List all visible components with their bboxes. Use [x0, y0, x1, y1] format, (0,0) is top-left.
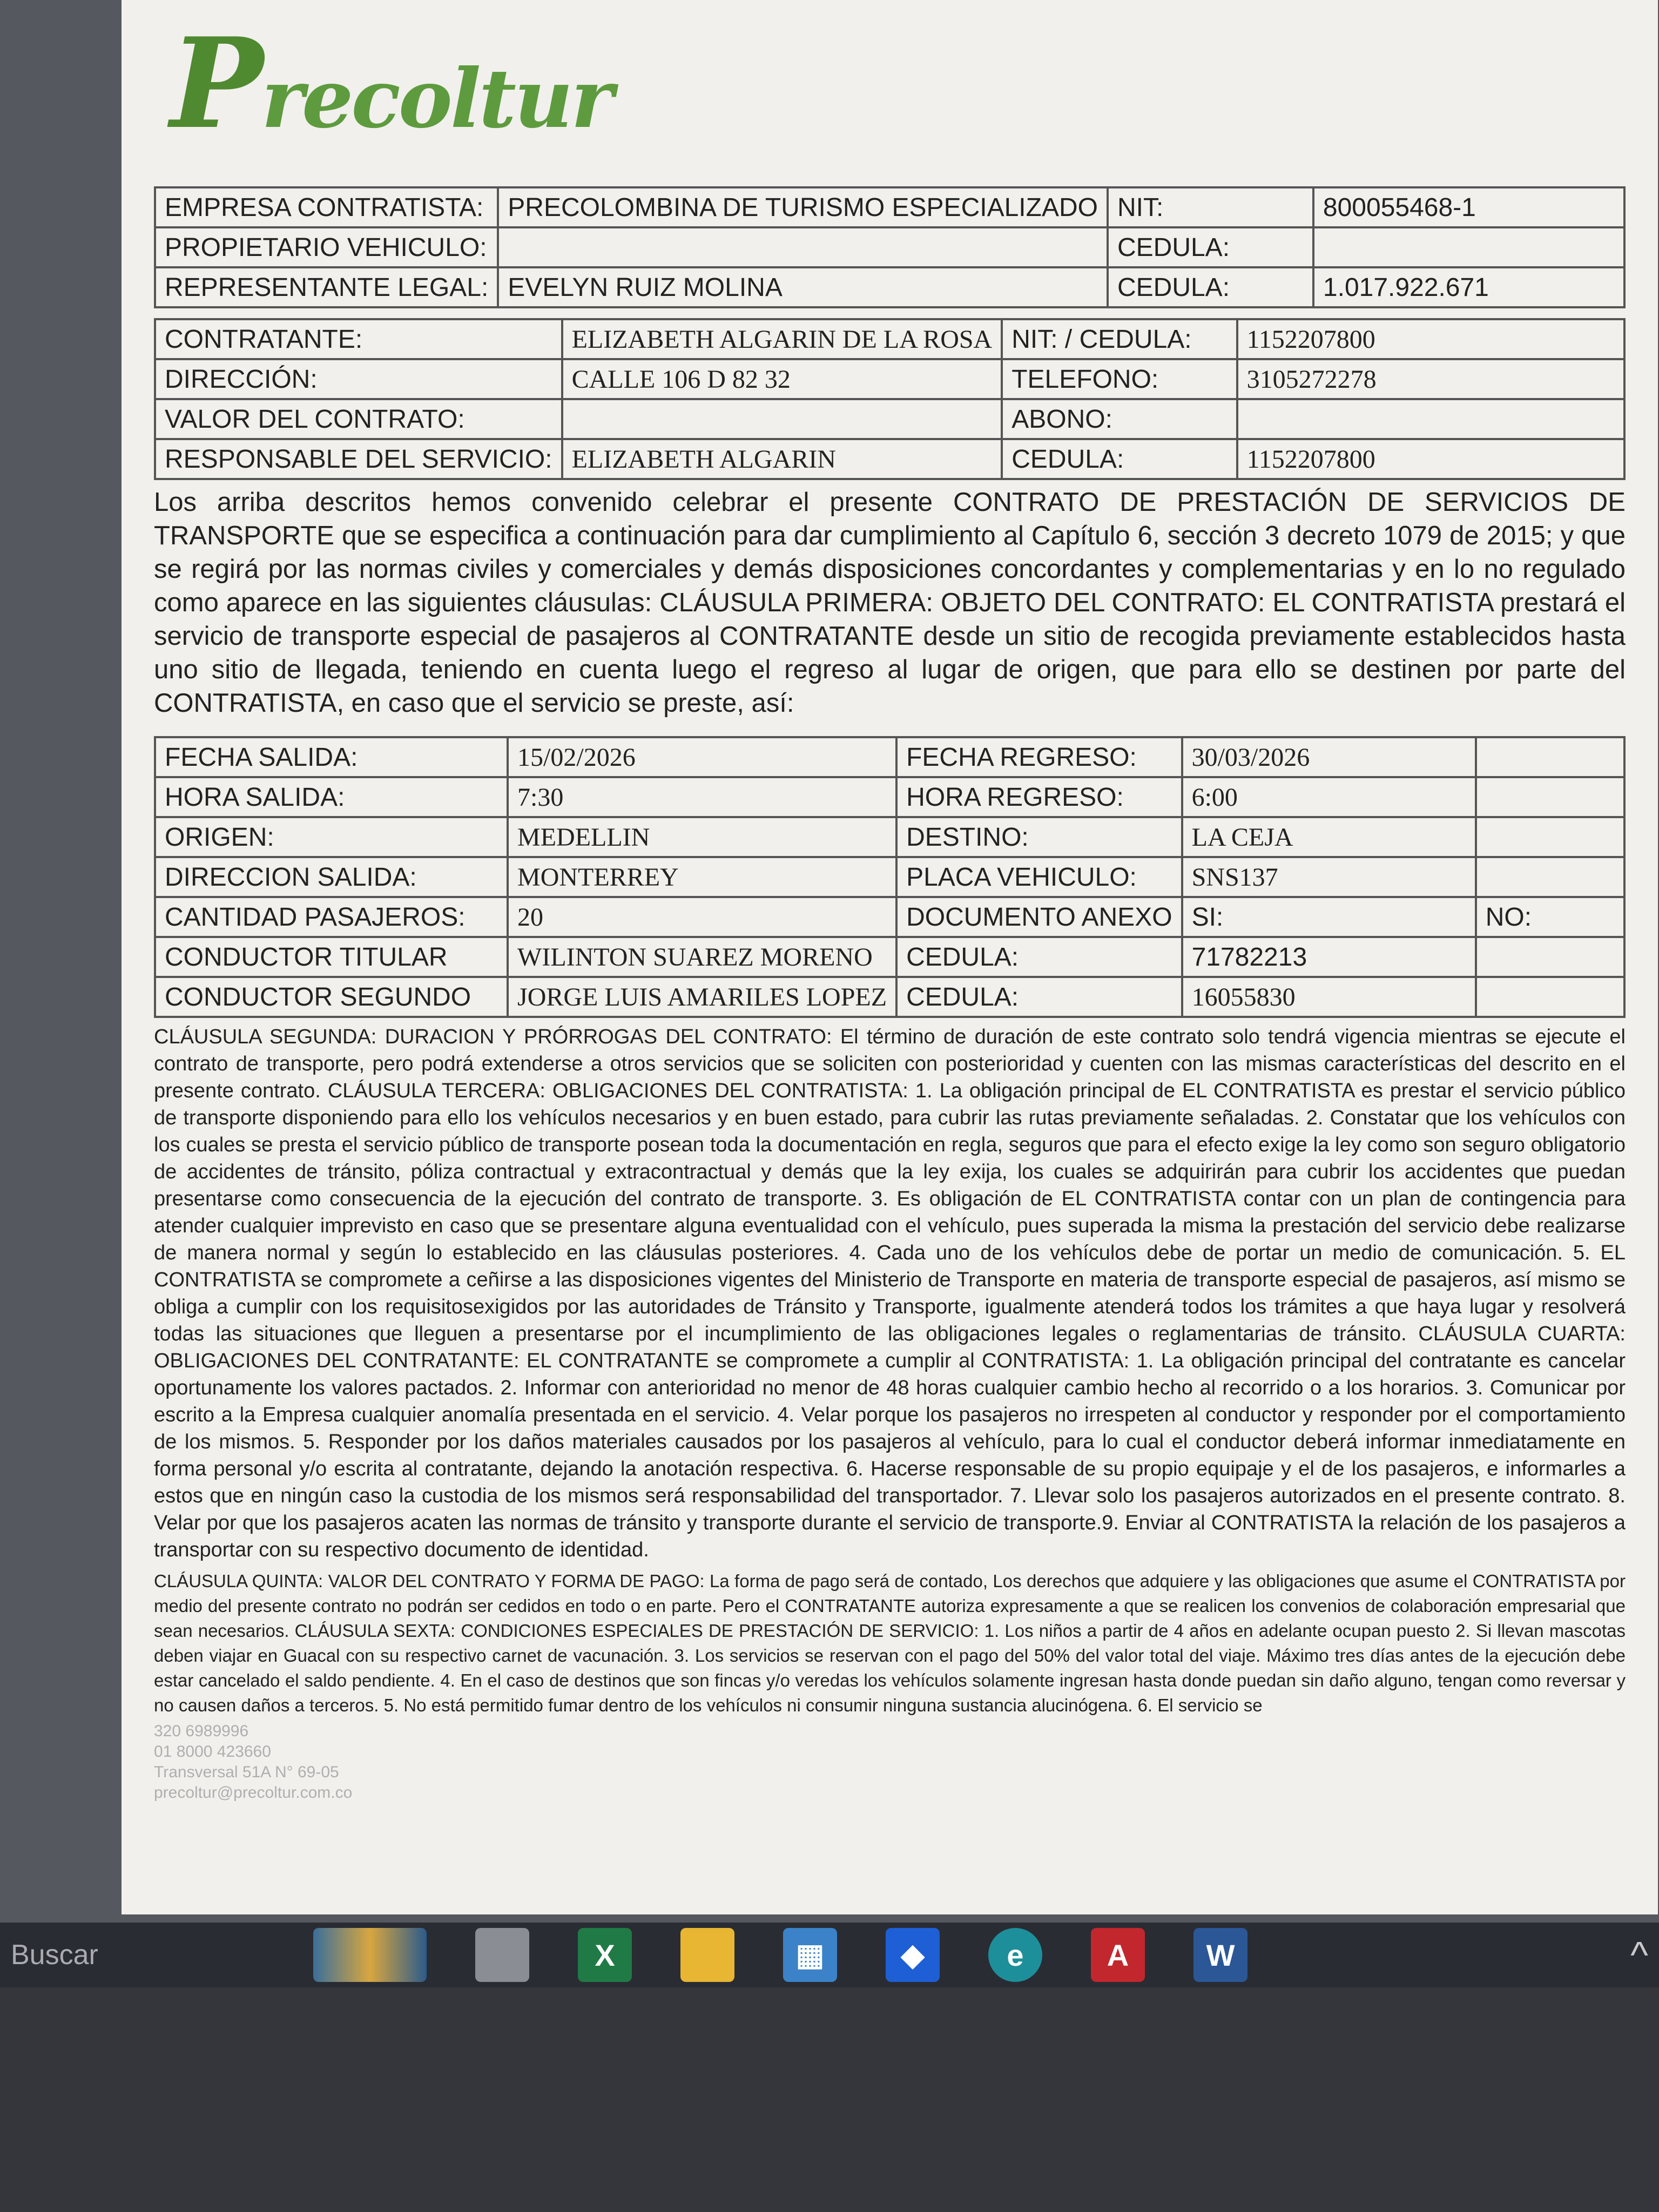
- intro-paragraph: Los arriba descritos hemos convenido celebrar el presente CONTRATO DE PRESTACIÓN DE SERVICIOS DE TRANSPORTE que se especifica a continuación para dar cumplimiento al Capítulo 6, sección 3 decreto 1079 de 2015; y que se regirá por las normas civiles y comerciales y demás disposiciones concordantes y complementarias y en lo no regulado como aparece en las siguientes cláusulas: CLÁUSULA PRIMERA: OBJETO DEL CONTRATO: EL CONTRATISTA prestará el servicio de transporte especial de pasajeros al CONTRATANTE desde un sitio de recogida previamente establecidos hasta uno sitio de llegada, teniendo en cuenta luego el regreso al lugar de origen, que para ello se destinen por parte del CONTRATISTA, en caso que el servicio se preste, así:: [154, 488, 1626, 718]
- document-page: [122, 0, 1658, 1914]
- table-row: HORA SALIDA: 7:30 HORA REGRESO: 6:00: [155, 777, 1624, 817]
- app-window-icon[interactable]: [475, 1928, 529, 1982]
- chevron-up-icon[interactable]: ^: [1630, 1934, 1648, 1976]
- table-row: CONDUCTOR TITULAR WILINTON SUAREZ MORENO CEDULA: 71782213: [155, 937, 1624, 977]
- table-row: ORIGEN: MEDELLIN DESTINO: LA CEJA: [155, 817, 1624, 857]
- table-row: VALOR DEL CONTRATO: ABONO:: [155, 399, 1624, 439]
- file-explorer-icon[interactable]: [680, 1928, 734, 1982]
- table-row: CANTIDAD PASAJEROS: 20 DOCUMENTO ANEXO SI: NO:: [155, 897, 1624, 937]
- client-table: [154, 318, 1626, 480]
- footer-phone: 320 6989996: [154, 1722, 249, 1740]
- search-label: Buscar: [11, 1939, 98, 1971]
- table-row: REPRESENTANTE LEGAL: EVELYN RUIZ MOLINA CEDULA: 1.017.922.671: [155, 267, 1624, 307]
- table-row: DIRECCION SALIDA: MONTERREY PLACA VEHICULO: SNS137: [155, 857, 1624, 897]
- store-icon[interactable]: ▦: [783, 1928, 837, 1982]
- excel-icon[interactable]: X: [578, 1928, 632, 1982]
- table-row: DIRECCIÓN: CALLE 106 D 82 32 TELEFONO: 3105272278: [155, 359, 1624, 399]
- taskbar: [0, 1923, 1659, 1987]
- company-table: [154, 186, 1626, 308]
- table-row: CONTRATANTE: ELIZABETH ALGARIN DE LA ROSA NIT: / CEDULA: 1152207800: [155, 319, 1624, 359]
- footer-address: Transversal 51A N° 69-05: [154, 1763, 339, 1781]
- table-row: EMPRESA CONTRATISTA: PRECOLOMBINA DE TURISMO ESPECIALIZADO NIT: 800055468-1: [155, 187, 1624, 227]
- monitor-bezel: [0, 1987, 1659, 2212]
- clauses-paragraph-2: CLÁUSULA QUINTA: VALOR DEL CONTRATO Y FORMA DE PAGO: La forma de pago será de contado, Los derechos que adquiere y las obligaciones que asume el CONTRATISTA por medio del presente contrato no podrán ser cedidos en todo o en parte. Pero el CONTRATANTE autoriza expresamente a que se realicen los convenios de colaboración empresarial que sean necesarios. CLÁUSULA SEXTA: CONDICIONES ESPECIALES DE PRESTACIÓN DE SERVICIO: 1. Los niños a partir de 4 años en adelante ocupan puesto 2. Si llevan mascotas deben viajar en Guacal con su respectivo carnet de vacunación. 3. Los servicios se reservan con el pago del 50% del valor total del viaje. Máximo tres días antes de la ejecución debe estar cancelado el saldo pendiente. 4. En el caso de destinos que son fincas y/o veredas los vehículos solamente ingresan hasta donde puedan sin daño alguno, tengan como reversar y no causen daños a terceros. 5. No está permitido fumar dentro de los vehículos ni consumir ninguna sustancia alucinógena. 6. El servicio se: [154, 1571, 1626, 1715]
- edge-icon[interactable]: e: [988, 1928, 1042, 1982]
- clauses-paragraph-1: CLÁUSULA SEGUNDA: DURACION Y PRÓRROGAS DEL CONTRATO: El término de duración de este contrato solo tendrá vigencia mientras se ejecute el contrato de transporte, pero podrá extenderse a otros servicios que se soliciten con posterioridad y cuenten con las mismas características del descrito en el presente contrato. CLÁUSULA TERCERA: OBLIGACIONES DEL CONTRATISTA: 1. La obligación principal de EL CONTRATISTA es prestar el servicio público de transporte disponiendo para ello los vehículos necesarios y en buen estado, para cubrir las rutas previamente señaladas. 2. Constatar que los vehículos con los cuales se presta el servicio público de transporte posean toda la documentación en regla, seguros que para el efecto exige la ley como son seguro obligatorio de accidentes de tránsito, póliza contractual y extracontractual y demás que la ley exija, los cuales se adquirirán para cubrir los accidentes que puedan presentarse como consecuencia de la ejecución del contrato de transporte. 3. Es obligación de EL CONTRATISTA contar con un plan de contingencia para atender cualquier imprevisto en caso que se presentare alguna eventualidad con el vehículo, pues superada la misma la prestación del servicio debe realizarse de manera normal y según lo establecido en las cláusulas posteriores. 4. Cada uno de los vehículos debe de portar un medio de comunicación. 5. EL CONTRATISTA se compromete a ceñirse a las disposiciones vigentes del Ministerio de Transporte en materia de transporte especial de pasajeros, así mismo se obliga a cumplir con los requisitosexigidos por las autoridades de Tránsito y Transporte, igualmente atenderá todos los trámites a que haya lugar y resolverá todas las situaciones que lleguen a presentarse por el incumplimiento de las obligaciones legales o reglamentarias de tránsito. CLÁUSULA CUARTA: OBLIGACIONES DEL CONTRATANTE: EL CONTRATANTE se compromete a cumplir al CONTRATISTA: 1. La obligación principal del contratante es cancelar oportunamente los valores pactados. 2. Informar con anterioridad no menor de 48 horas cualquier cambio hecho al recorrido o a los horarios. 3. Comunicar por escrito a la Empresa cualquier anomalía presentada en el servicio. 4. Velar porque los pasajeros no irrespeten al conductor y responder por el comportamiento de los mismos. 5. Responder por los daños materiales causados por los pasajeros al vehículo, para lo cual el conductor deberá informar inmediatamente en forma personal y/o escrita al contratante, dejando la anotación respectiva. 6. Hacerse responsable de su propio equipaje y el de los pasajeros, e informarles a estos que en ningún caso la custodia de los mismos será responsabilidad del transportador. 7. Llevar solo los pasajeros autorizados en el presente contrato. 8. Velar por que los pasajeros acaten las normas de tránsito y transporte durante el servicio de transporte.9. Enviar al CONTRATISTA la relación de los pasajeros a transportar con su respectivo documento de identidad.: [154, 1026, 1626, 1561]
- table-row: RESPONSABLE DEL SERVICIO: ELIZABETH ALGARIN CEDULA: 1152207800: [155, 439, 1624, 479]
- footer-contact: [154, 1721, 1626, 1803]
- company-logo: Precoltur: [170, 11, 612, 157]
- footer-tollfree: 01 8000 423660: [154, 1743, 271, 1761]
- table-row: CONDUCTOR SEGUNDO JORGE LUIS AMARILES LOPEZ CEDULA: 16055830: [155, 977, 1624, 1017]
- trip-table: [154, 736, 1626, 1018]
- weather-widget-icon[interactable]: [313, 1928, 427, 1982]
- table-row: FECHA SALIDA: 15/02/2026 FECHA REGRESO: 30/03/2026: [155, 737, 1624, 777]
- table-row: PROPIETARIO VEHICULO: CEDULA:: [155, 227, 1624, 267]
- acrobat-icon[interactable]: A: [1091, 1928, 1145, 1982]
- dropbox-icon[interactable]: ◆: [886, 1928, 940, 1982]
- footer-email: precoltur@precoltur.com.co: [154, 1784, 353, 1802]
- taskbar-search[interactable]: [0, 1931, 281, 1979]
- word-icon[interactable]: W: [1193, 1928, 1247, 1982]
